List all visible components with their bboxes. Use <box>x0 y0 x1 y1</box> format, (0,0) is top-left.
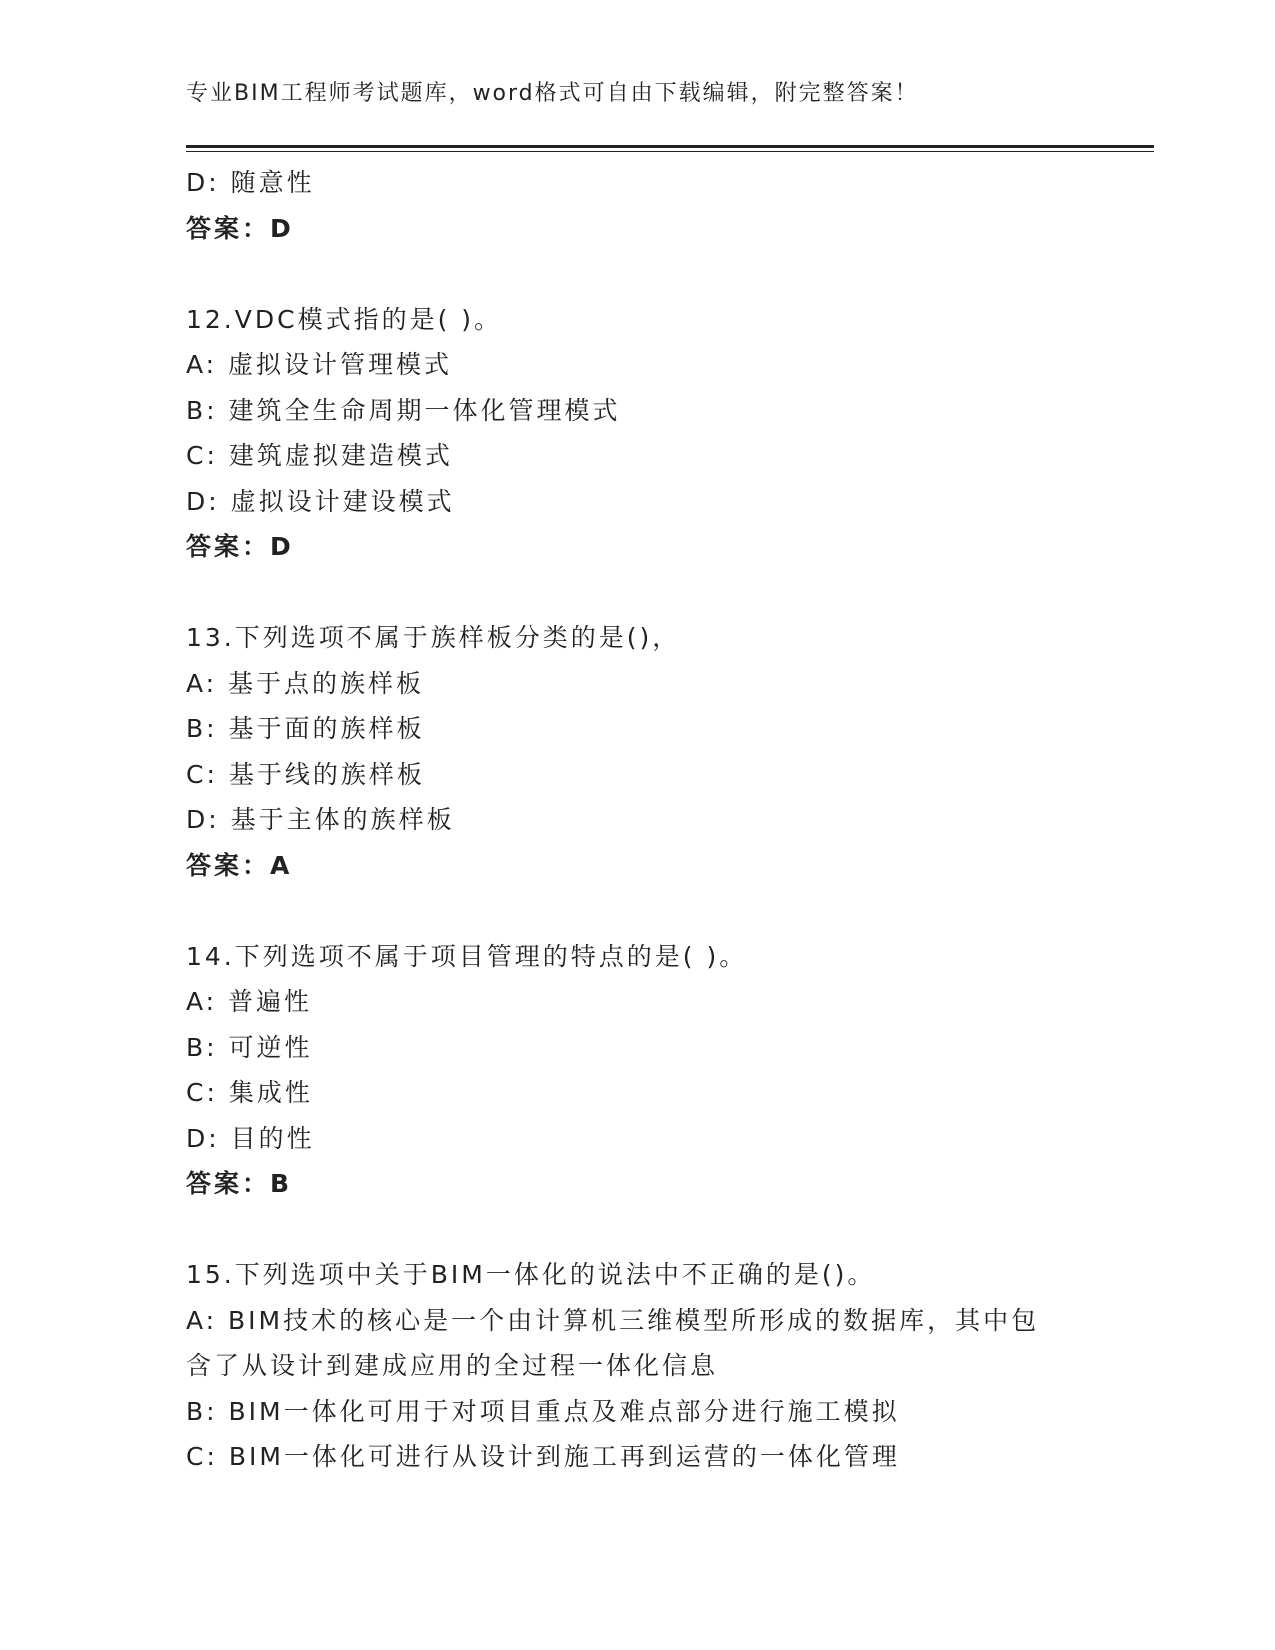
question-line: 12.VDC模式指的是( )。 <box>186 304 503 334</box>
option-line: C: 集成性 <box>186 1078 313 1107</box>
option-line: C: 建筑虚拟建造模式 <box>186 441 453 470</box>
option-line: B: 基于面的族样板 <box>186 714 425 743</box>
header-rule-thick <box>186 145 1154 148</box>
blank-line <box>186 1207 1086 1253</box>
answer-line: 答案：D <box>186 532 294 561</box>
option-line: A: 虚拟设计管理模式 <box>186 350 453 379</box>
answer-line: 答案：D <box>186 213 294 243</box>
answer-line: 答案：A <box>186 850 293 880</box>
option-continuation-line: 含了从设计到建成应用的全过程一体化信息 <box>186 1351 719 1380</box>
blank-line <box>186 888 1086 934</box>
option-line: D: 虚拟设计建设模式 <box>186 486 455 516</box>
option-line: A: 普遍性 <box>186 987 313 1016</box>
answer-line: 答案：B <box>186 1169 293 1198</box>
option-line: B: 建筑全生命周期一体化管理模式 <box>186 395 621 425</box>
question-line: 15.下列选项中关于BIM一体化的说法中不正确的是()。 <box>186 1260 876 1289</box>
question-line: 14.下列选项不属于项目管理的特点的是( )。 <box>186 941 748 971</box>
option-line: D: 随意性 <box>186 168 315 197</box>
option-line: B: BIM一体化可用于对项目重点及难点部分进行施工模拟 <box>186 1396 900 1426</box>
question-line: 13.下列选项不属于族样板分类的是()， <box>186 623 681 652</box>
option-line: C: 基于线的族样板 <box>186 759 425 789</box>
option-line: A: BIM技术的核心是一个由计算机三维模型所形成的数据库，其中包 <box>186 1305 1040 1335</box>
question-content <box>186 160 1086 1480</box>
blank-line <box>186 570 1086 616</box>
blank-line <box>186 251 1086 297</box>
option-line: A: 基于点的族样板 <box>186 668 425 698</box>
header-rule-thin <box>186 151 1154 152</box>
page-header: 专业BIM工程师考试题库，word格式可自由下载编辑，附完整答案！ <box>186 81 919 106</box>
option-line: D: 基于主体的族样板 <box>186 805 455 834</box>
option-line: B: 可逆性 <box>186 1032 313 1062</box>
option-line: D: 目的性 <box>186 1123 315 1153</box>
option-line: C: BIM一体化可进行从设计到施工再到运营的一体化管理 <box>186 1442 900 1471</box>
